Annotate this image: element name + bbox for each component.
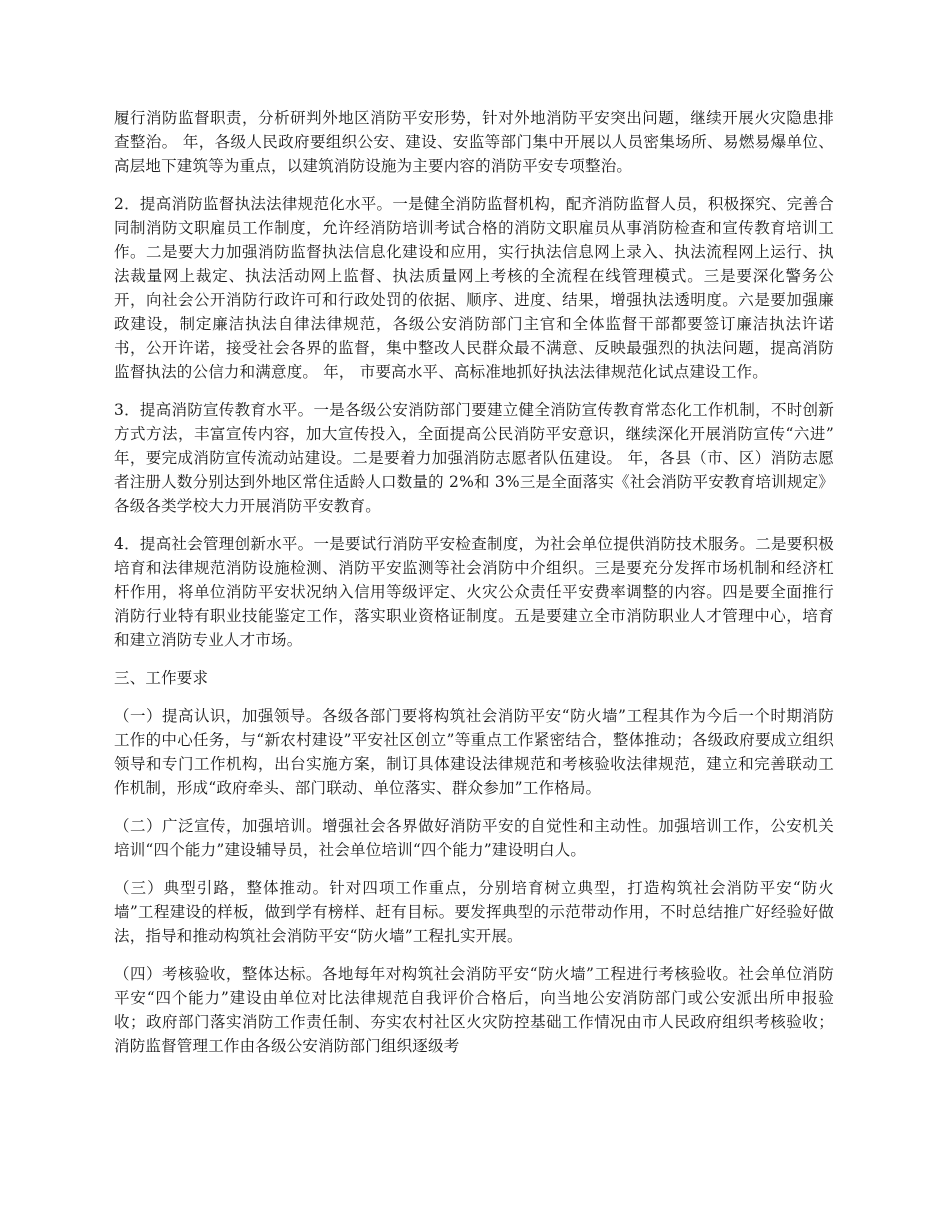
paragraph-item-3-publicity-education: 3．提高消防宣传教育水平。一是各级公安消防部门要建立健全消防宣传教育常态化工作机制，不时创新方式方法，丰富宣传内容，加大宣传投入，全面提高公民消防平安意识，继续深化开展消防宣传“六进” 年，要完成消防宣传流动站建设。二是要着力加强消防志愿者队伍建设。 年，各县（市、区）消防志愿者注册人数分别达到外地区常住适龄人口数量的 2%和 3%三是全面落实《社会消防平安教育培训规定》各级各类学校大力开展消防平安教育。 — [114, 401, 834, 515]
paragraph-requirement-1: （一）提高认识，加强领导。各级各部门要将构筑社会消防平安“防火墙”工程其作为今后一个时期消防工作的中心任务，与“新农村建设”平安社区创立”等重点工作紧密结合，整体推动；各级政府要成立组织领导和专门工作机构，出台实施方案，制订具体建设法律规范和考核验收法律规范，建立和完善联动工作机制，形成“政府牵头、部门联动、单位落实、群众参加”工作格局。 — [114, 707, 834, 797]
section-heading-work-requirements: 三、工作要求 — [114, 669, 209, 687]
paragraph-item-4-social-management: 4．提高社会管理创新水平。一是要试行消防平安检查制度，为社会单位提供消防技术服务。二是要积极培育和法律规范消防设施检测、消防平安监测等社会消防中介组织。三是要充分发挥市场机制和经济杠杆作用，将单位消防平安状况纳入信用等级评定、火灾公众责任平安费率调整的内容。四是要全面推行消防行业特有职业技能鉴定工作，落实职业资格证制度。五是要建立全市消防职业人才管理中心，培育和建立消防专业人才市场。 — [114, 535, 834, 649]
paragraph-requirement-2: （二）广泛宣传，加强培训。增强社会各界做好消防平安的自觉性和主动性。加强培训工作，公安机关培训“四个能力”建设辅导员，社会单位培训“四个能力”建设明白人。 — [114, 817, 834, 859]
paragraph-fire-supervision-duties: 履行消防监督职责，分析研判外地区消防平安形势，针对外地消防平安突出问题，继续开展火灾隐患排查整治。 年，各级人民政府要组织公安、建设、安监等部门集中开展以人员密集场所、易燃易爆单位、高层地下建筑等为重点，以建筑消防设施为主要内容的消防平安专项整治。 — [114, 109, 834, 175]
paragraph-requirement-3: （三）典型引路，整体推动。针对四项工作重点，分别培育树立典型，打造构筑社会消防平安“防火墙”工程建设的样板，做到学有榜样、赶有目标。要发挥典型的示范带动作用，不时总结推广好经验好做法，指导和推动构筑社会消防平安“防火墙”工程扎实开展。 — [114, 879, 834, 945]
paragraph-requirement-4: （四）考核验收，整体达标。各地每年对构筑社会消防平安“防火墙”工程进行考核验收。社会单位消防平安“四个能力”建设由单位对比法律规范自我评价合格后，向当地公安消防部门或公安派出所申报验收；政府部门落实消防工作责任制、夯实农村社区火灾防控基础工作情况由市人民政府组织考核验收；消防监督管理工作由各级公安消防部门组织逐级考 — [114, 965, 834, 1055]
document-body — [114, 106, 834, 1072]
paragraph-item-2-law-enforcement: 2．提高消防监督执法法律规范化水平。一是健全消防监督机构，配齐消防监督人员，积极探究、完善合同制消防文职雇员工作制度，允许经消防培训考试合格的消防文职雇员从事消防检查和宣传教育培训工作。二是要大力加强消防监督执法信息化建设和应用，实行执法信息网上录入、执法流程网上运行、执法裁量网上裁定、执法活动网上监督、执法质量网上考核的全流程在线管理模式。三是要深化警务公开，向社会公开消防行政许可和行政处罚的依据、顺序、进度、结果，增强执法透明度。六是要加强廉政建设，制定廉洁执法自律法律规范，各级公安消防部门主官和全体监督干部都要签订廉洁执法许诺书，公开许诺，接受社会各界的监督，集中整改人民群众最不满意、反映最强烈的执法问题，提高消防监督执法的公信力和满意度。 年， 市要高水平、高标准地抓好执法法律规范化试点建设工作。 — [114, 195, 834, 381]
